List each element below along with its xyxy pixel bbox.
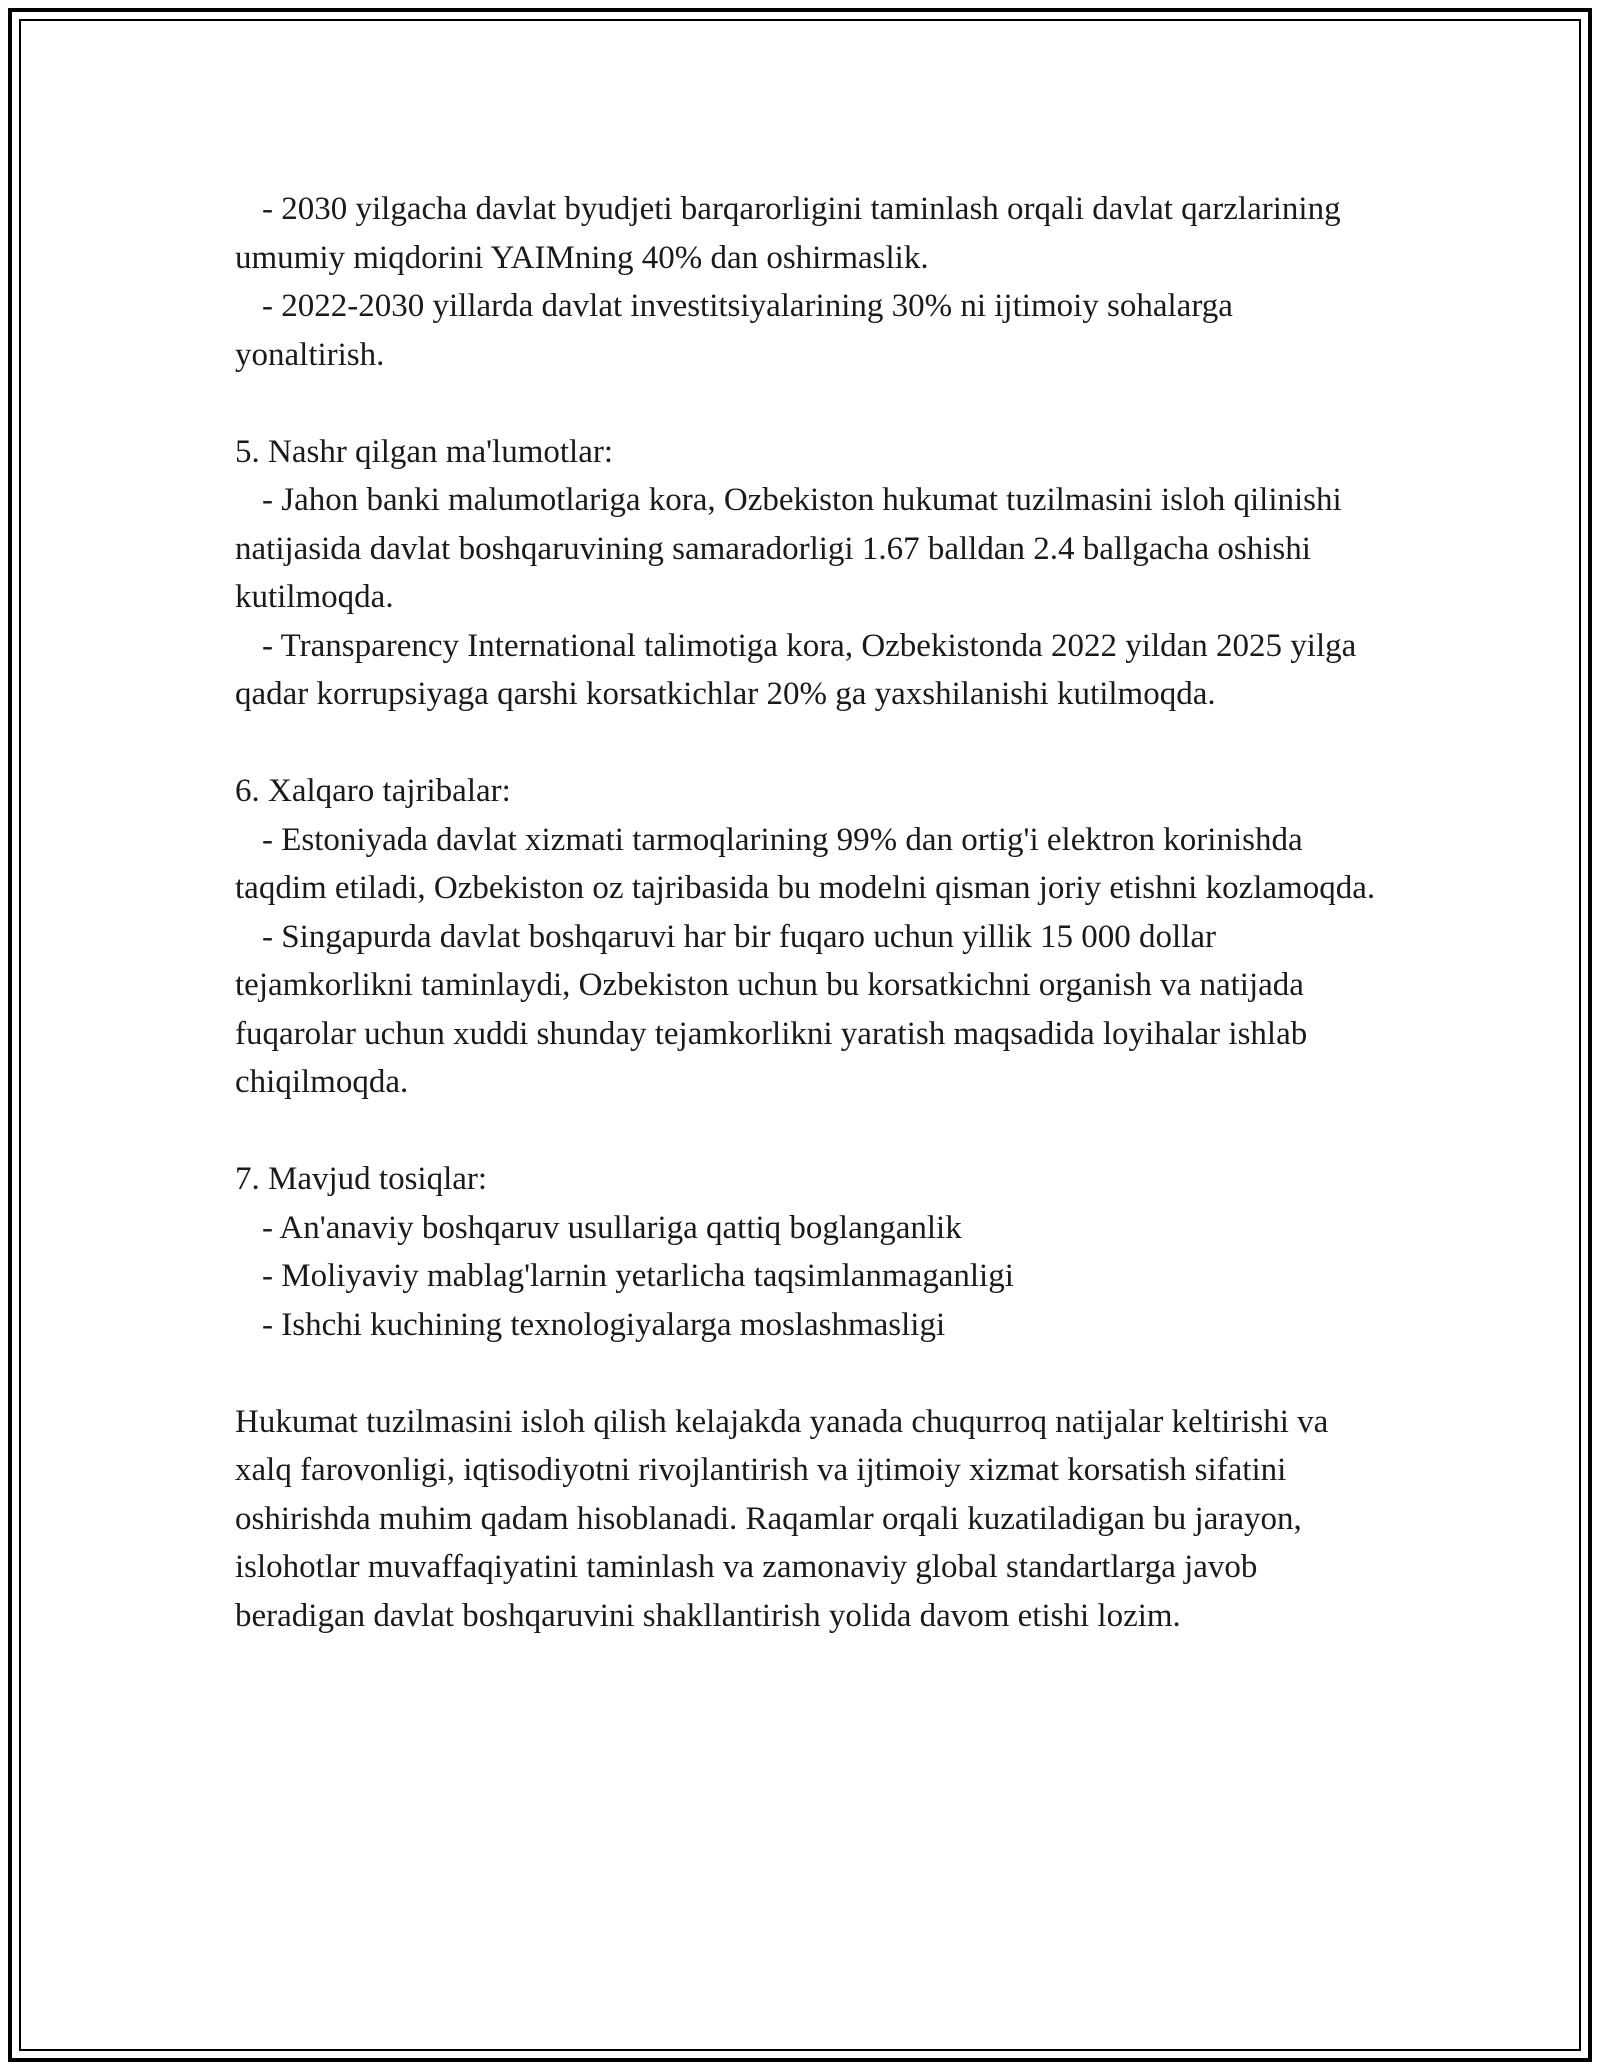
- section5-item-1: - Jahon banki malumotlariga kora, Ozbekiston hukumat tuzilmasini isloh qilinishi natijasida davlat boshqaruvining samaradorligi 1.67 balldan 2.4 ballgacha oshishi kutilmoqda.: [235, 482, 1342, 615]
- conclusion-paragraph: Hukumat tuzilmasini isloh qilish kelajakda yanada chuqurroq natijalar keltirishi va xalq farovonligi, iqtisodiyotni rivojlantirish va ijtimoiy xizmat korsatish sifatini oshirishda muhim qadam hisoblanadi. Raqamlar orqali kuzatiladigan bu jarayon, islohotlar muvaffaqiyatini taminlash va zamonaviy global standartlarga javob beradigan davlat boshqaruvini shakllantirish yolida davom etishi lozim.: [235, 1403, 1329, 1634]
- document-body: [235, 185, 1385, 1640]
- section5-heading: 5. Nashr qilgan ma'lumotlar:: [235, 433, 614, 470]
- section5-item-2: - Transparency International talimotiga kora, Ozbekistonda 2022 yildan 2025 yilga qadar korrupsiyaga qarshi korsatkichlar 20% ga yaxshilanishi kutilmoqda.: [235, 627, 1357, 712]
- section4-item-2: - 2022-2030 yillarda davlat investitsiyalarining 30% ni ijtimoiy sohalarga yonaltirish.: [235, 288, 1233, 373]
- section6-heading: 6. Xalqaro tajribalar:: [235, 773, 511, 809]
- section7-item-1: - An'anaviy boshqaruv usullariga qattiq boglanganlik: [262, 1209, 962, 1246]
- section4-item-1: - 2030 yilgacha davlat byudjeti barqarorligini taminlash orqali davlat qarzlarining umumiy miqdorini YAIMning 40% dan oshirmaslik.: [235, 191, 1341, 276]
- section6-item-2: - Singapurda davlat boshqaruvi har bir fuqaro uchun yillik 15 000 dollar tejamkorlikni taminlaydi, Ozbekiston uchun bu korsatkichni organish va natijada fuqarolar uchun xuddi shunday tejamkorlikni yaratish maqsadida loyihalar ishlab chiqilmoqda.: [235, 918, 1308, 1100]
- section7-item-2: - Moliyaviy mablag'larnin yetarlicha taqsimlanmaganligi: [262, 1258, 1014, 1294]
- section6-item-1: - Estoniyada davlat xizmati tarmoqlarining 99% dan ortig'i elektron korinishda taqdim etiladi, Ozbekiston oz tajribasida bu modelni qisman joriy etishni kozlamoqda.: [235, 821, 1376, 906]
- paragraph-gap: [235, 1349, 1385, 1398]
- paragraph-gap: [235, 379, 1385, 428]
- section7-heading: 7. Mavjud tosiqlar:: [235, 1161, 488, 1197]
- paragraph-gap: [235, 719, 1385, 768]
- paragraph-gap: [235, 1107, 1385, 1156]
- section7-item-3: - Ishchi kuchining texnologiyalarga moslashmasligi: [262, 1306, 946, 1343]
